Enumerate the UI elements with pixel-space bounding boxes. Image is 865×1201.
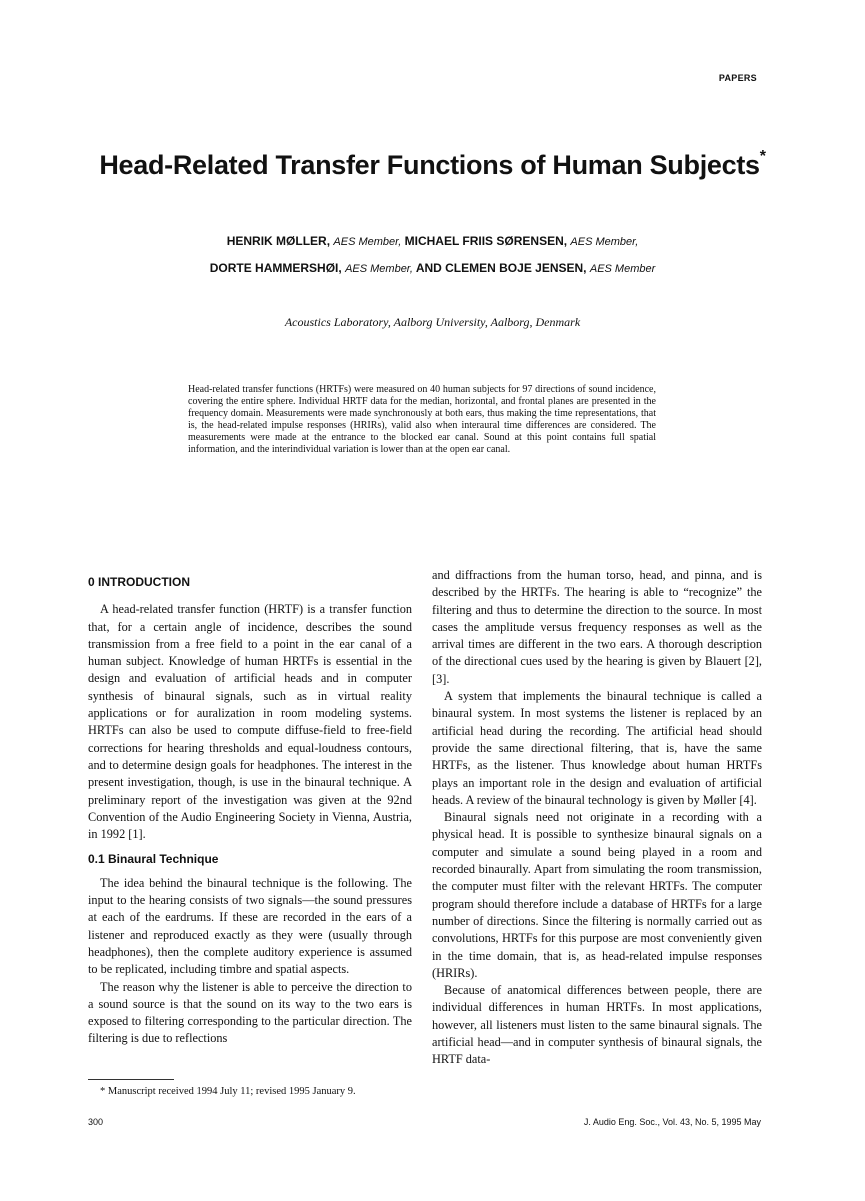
paragraph: A head-related transfer function (HRTF) is a transfer function that, for a certain angle of incidence, describes the sound transmission from a free field to a point in the ear canal of a human subject. Knowledge of human HRTFs is essential in the design and evaluation of artificial heads and in computer synthesis of binaural signals, such as in virtual reality applications or for auralization in room modeling systems. HRTFs can also be used to compute diffuse-field to free-field corrections for hearing thresholds and equal-loudness contours, and to determine design goals for headphones. The interest in the present investigation, though, is use in the binaural technique. A preliminary report of the investigation was given at the 92nd Convention of the Audio Engineering Society in Vienna, Austria, in 1992 [1].	[88, 602, 412, 842]
paragraph: The idea behind the binaural technique is the following. The input to the hearing consists of two signals—the sound pressures at each of the eardrums. If these are recorded in the ears of a listener and reproduced exactly as they were (usually through headphones), then the complete auditory experience is assumed to be replicated, including timbre and spatial aspects.	[88, 875, 412, 977]
paragraph: A system that implements the binaural technique is called a binaural system. In most systems the listener is replaced by an artificial head during the recording. The artificial head should provide the same directional filtering, that is, have the same HRTFs, as the listener. Thus knowledge about human HRTFs plays an important role in the design and evaluation of artificial heads. A review of the binaural technology is given by Møller [4].	[432, 689, 762, 807]
right-column	[432, 567, 762, 1069]
article-title	[0, 150, 865, 181]
title-footnote-mark: *	[759, 148, 766, 165]
author-role: AES Member	[589, 263, 656, 275]
author-role: AES Member,	[345, 263, 413, 275]
author-role: AES Member,	[333, 236, 402, 248]
author-role: AES Member,	[570, 236, 639, 248]
page-number: 300	[88, 1117, 104, 1127]
author-name: AND CLEMEN BOJE JENSEN,	[415, 261, 587, 275]
section-heading-introduction: 0 INTRODUCTION	[88, 575, 190, 589]
author-name: HENRIK MØLLER,	[226, 234, 331, 248]
paragraph: Because of anatomical differences between people, there are individual differences in human HRTFs. In most applications, however, all listeners must listen to the same binaural signals. The artificial head—and in computer synthesis of binaural signals, the HRTF data-	[432, 983, 762, 1067]
journal-citation: J. Audio Eng. Soc., Vol. 43, No. 5, 1995 May	[583, 1117, 761, 1127]
affiliation: Acoustics Laboratory, Aalborg University, Aalborg, Denmark	[284, 315, 581, 329]
author-name: MICHAEL FRIIS SØRENSEN,	[404, 234, 568, 248]
title-text: Head-Related Transfer Functions of Human Subjects	[99, 150, 760, 180]
paragraph: and diffractions from the human torso, head, and pinna, and is described by the HRTFs. The hearing is able to “recognize” the filtering and thus to determine the direction to the source. In most cases the amplitude versus frequency responses as well as the arrival times are different in the two ears. A thorough description of the directional cues used by the hearing is given by Blauert [2], [3].	[432, 568, 762, 686]
subsection-heading-binaural-technique: 0.1 Binaural Technique	[88, 852, 219, 867]
authors-line-1	[0, 234, 865, 248]
paragraph: Binaural signals need not originate in a recording with a physical head. It is possible to synthesize binaural signals on a computer and simulate a sound being played in a room and recorded binaurally. Apart from simulating the room transmission, the computer must filter with the relevant HRTFs. The computer program should therefore include a database of HRTFs for a large number of directions. Since the filtering is normally carried out as convolutions, HRTFs for this purpose are most conveniently given in the time domain, that is, as head-related impulse responses (HRIRs).	[432, 810, 762, 980]
author-name: DORTE HAMMERSHØI,	[209, 261, 342, 275]
left-column	[88, 568, 412, 1048]
abstract: Head-related transfer functions (HRTFs) were measured on 40 human subjects for 97 directions of sound incidence, covering the entire sphere. Individual HRTF data for the median, horizontal, and frontal planes are presented in the frequency domain. Measurements were made synchronously at both ears, thus making the time representations, that is, the head-related impulse responses (HRIRs), valid also when interaural time differences are considered. The measurements were made at the entrance to the blocked ear canal. Sound at this point contains full spatial information, and the interindividual variation is lower than at the open ear canal.	[188, 384, 656, 456]
section-label: PAPERS	[718, 73, 757, 83]
paragraph: The reason why the listener is able to perceive the direction to a sound source is that the sound on its way to the two ears is exposed to filtering corresponding to the particular direction. The filtering is due to reflections	[88, 979, 412, 1046]
footnote: * Manuscript received 1994 July 11; revised 1995 January 9.	[100, 1086, 356, 1097]
footnote-rule	[88, 1079, 174, 1080]
authors-line-2	[0, 261, 865, 275]
